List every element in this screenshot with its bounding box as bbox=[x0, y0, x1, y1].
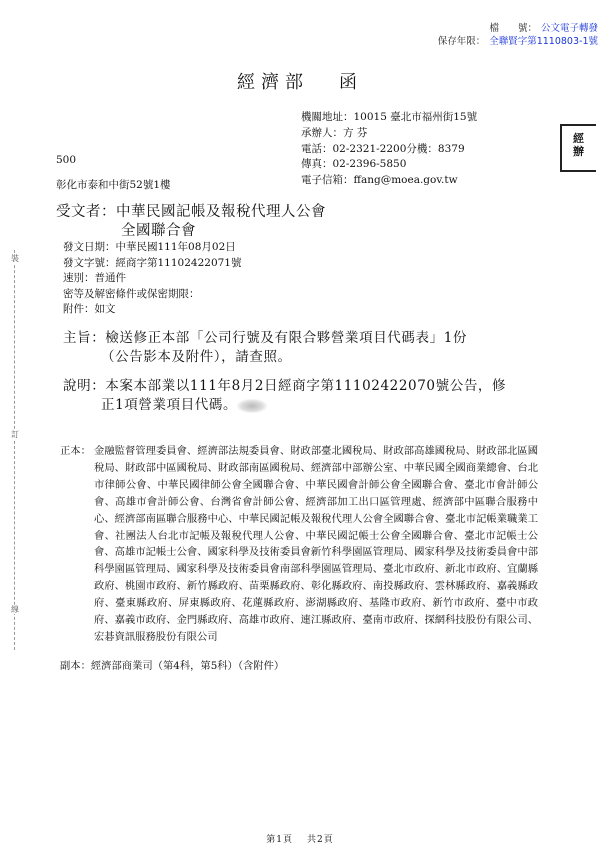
handling-stamp bbox=[560, 124, 596, 172]
document-number: 發文字號：經商字第11102422071號 bbox=[63, 256, 242, 269]
secrecy-level: 密等及解密條件或保密期限： bbox=[63, 287, 200, 300]
page-footer bbox=[0, 832, 600, 845]
delivery-speed: 速別：普通件 bbox=[63, 272, 126, 285]
distribution-label: 正本： bbox=[60, 445, 91, 457]
copy-recipients: 副本：經濟部商業司（第4科，第5科）（含附件） bbox=[60, 660, 285, 672]
explanation-line-1: 說明：本案本部業以111年8月2日經商字第11102422070號公告，修 bbox=[63, 378, 507, 394]
document-meta bbox=[63, 240, 241, 318]
recipient-line-2: 全國聯合會 bbox=[121, 223, 196, 239]
distribution-text: 金融監督管理委員會、經濟部法規委員會、財政部臺北國稅局、財政部高雄國稅局、財政部北區國稅局、財政部中區國稅局、財政部南區國稅局、經濟部中部辦公室、中華民國全國商業總會、台北市律師公會、中華民國律師公會全國聯合會、中華民國會計師公會全國聯合會、臺北市會計師公會、高雄市會計師公會、台灣省會計師公會、經濟部加工出口區管理處、經濟部中區聯合服務中心、經濟部南區聯合服務中心、中華民國記帳及報稅代理人公會全國聯合會、臺北市記帳業職業工會、社團法人台北市記帳及報稅代理人公會、中華民國記帳士公會全國聯合會、臺北市記帳士公會、高雄市記帳士公會、國家科學及技術委員會新竹科學園區管理局、國家科學及技術委員會中部科學園區管理局、國家科學及技術委員會南部科學園區管理局、臺北市政府、新北市政府、宜蘭縣政府、桃園市政府、新竹縣政府、苗栗縣政府、彰化縣政府、南投縣政府、雲林縣政府、嘉義縣政府、臺東縣政府、屏東縣政府、花蓮縣政府、澎湖縣政府、基隆市政府、新竹市政府、臺中市政府、嘉義市政府、金門縣政府、高雄市政府、連江縣政府、臺南市政府、探網科技股份有限公司、宏碁資訊服務股份有限公司 bbox=[94, 445, 538, 643]
explanation-line-2-wrap bbox=[63, 396, 551, 415]
sender-contact-block bbox=[301, 110, 477, 189]
page-number: 第1頁 bbox=[266, 835, 293, 845]
recipient-block bbox=[56, 203, 326, 241]
document-title bbox=[0, 68, 600, 94]
serial-value: 全聯賢字第1110803-1號 bbox=[489, 36, 598, 47]
recipient-zip: 500 bbox=[56, 154, 77, 166]
binding-mark-bind: 裝 bbox=[11, 254, 19, 263]
sender-address: 機關地址：10015 臺北市福州街15號 bbox=[301, 111, 478, 123]
subject-line-2: （公告影本及附件），請查照。 bbox=[101, 349, 292, 365]
binding-line bbox=[6, 250, 18, 650]
page-total: 共2頁 bbox=[307, 835, 334, 845]
attachment-note: 附件：如文 bbox=[63, 303, 116, 316]
seal-smudge bbox=[237, 399, 267, 413]
sender-fax: 傳真：02-2396-5850 bbox=[301, 158, 407, 171]
sender-phone: 電話：02-2321-2200分機：8379 bbox=[301, 142, 465, 155]
sender-contact-person: 承辦人：方 芬 bbox=[301, 126, 368, 139]
serial-row-retention bbox=[438, 35, 598, 48]
binding-mark-staple: 訂 bbox=[11, 430, 19, 439]
serial-value: 公文電子轉發 bbox=[540, 23, 598, 34]
distribution-list bbox=[60, 443, 538, 646]
subject-section bbox=[63, 329, 543, 367]
recipient-address: 彰化市泰和中街52號1樓 bbox=[56, 179, 171, 191]
serial-label: 保存年限： bbox=[437, 36, 486, 47]
recipient-line-1: 受文者：中華民國記帳及報稅代理人公會 bbox=[56, 204, 326, 220]
title-agency: 經濟部 bbox=[237, 72, 309, 93]
explanation-section bbox=[63, 377, 551, 415]
stamp-text: 經 辦 bbox=[573, 132, 585, 158]
subject-line-1: 主旨：檢送修正本部「公司行號及有限合夥營業項目代碼表」1份 bbox=[63, 330, 467, 346]
title-doctype: 函 bbox=[339, 72, 363, 93]
serial-label: 檔 號： bbox=[489, 23, 537, 34]
issue-date: 發文日期：中華民國111年08月02日 bbox=[63, 241, 236, 253]
binding-mark-line: 線 bbox=[11, 605, 19, 614]
serial-block bbox=[438, 22, 598, 48]
binding-dash bbox=[14, 250, 15, 650]
sender-email: 電子信箱：ffang@moea.gov.tw bbox=[301, 174, 458, 187]
explanation-line-2: 正1項營業項目代碼。 bbox=[101, 397, 238, 413]
serial-row-file-no bbox=[438, 22, 598, 35]
